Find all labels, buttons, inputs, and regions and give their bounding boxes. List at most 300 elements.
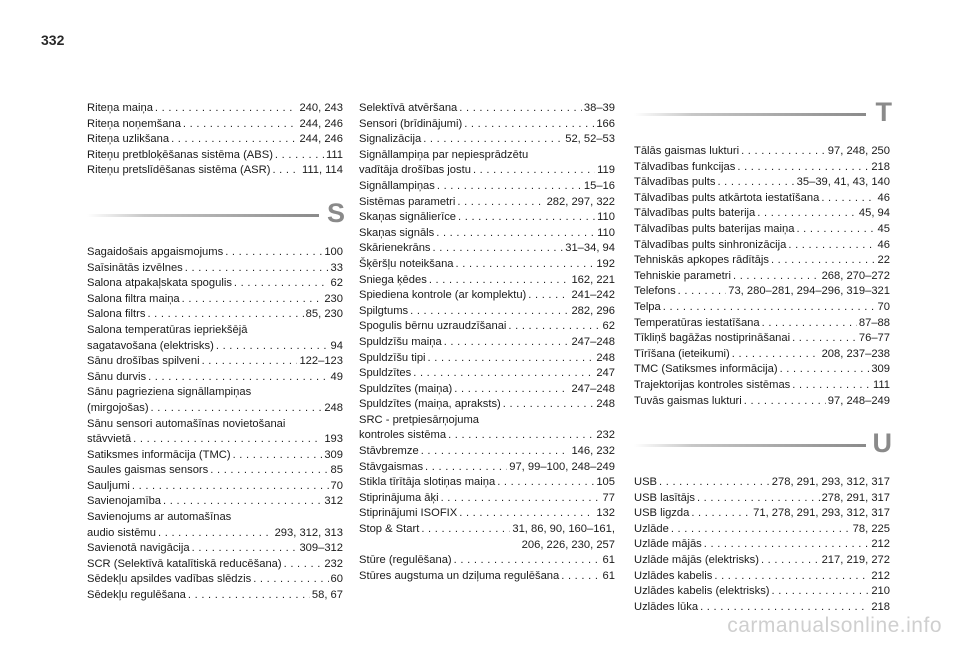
dot-leader — [458, 210, 595, 226]
dot-leader — [454, 553, 601, 569]
index-entry-row — [359, 491, 615, 507]
index-entry-pages: 22 — [877, 254, 890, 267]
index-entry-term: Selektīvā atvēršana — [359, 102, 458, 114]
index-entry-row — [634, 191, 890, 207]
index-entry-term: Riteņa noņemšana — [87, 117, 181, 130]
dot-leader — [421, 444, 570, 460]
index-entry-pages: 244, 246 — [299, 117, 343, 130]
dot-leader — [433, 241, 564, 257]
page-number: 332 — [41, 32, 65, 48]
index-entry — [87, 463, 343, 479]
index-entry-term: Sistēmas parametri — [359, 195, 456, 208]
dot-leader — [691, 506, 751, 522]
dot-leader — [444, 335, 570, 351]
section-letter: T — [875, 97, 892, 127]
index-entry-term: vadītāja drošības jostu — [359, 164, 471, 177]
index-entry-row — [87, 526, 343, 542]
index-entry — [87, 448, 343, 464]
index-entry-term: Stāvbremze — [359, 445, 419, 458]
index-entry-term: Signāllampiņas — [359, 179, 435, 192]
index-entry-pages: 212 — [871, 569, 890, 582]
index-entry-term: Sēdekļu regulēšana — [87, 589, 186, 602]
index-entry — [87, 245, 343, 261]
index-column-1 — [87, 101, 343, 604]
index-entry-term: Salona filtrs — [87, 308, 146, 321]
dot-leader — [133, 432, 322, 448]
index-entry — [87, 132, 343, 148]
index-entry — [634, 569, 890, 585]
index-entry-row — [87, 339, 343, 355]
index-entry-row — [634, 394, 890, 410]
index-entry-term: Uzlāde mājās (elektrisks) — [634, 554, 759, 567]
index-entry-pages: 33 — [330, 261, 343, 274]
dot-leader — [497, 475, 594, 491]
index-entry-term: USB ligzda — [634, 507, 690, 520]
index-entry — [359, 382, 615, 398]
index-entry-pages: 312 — [324, 495, 343, 508]
index-entry-term: Spiediena kontrole (ar komplektu) — [359, 289, 527, 302]
dot-leader — [659, 475, 770, 491]
index-entry-row — [359, 163, 615, 179]
index-entry-pages: 208, 237–238 — [821, 347, 890, 360]
index-entry-term: Spuldzītes (maiņa, apraksts) — [359, 398, 501, 411]
index-entry — [87, 510, 343, 541]
dot-leader — [185, 261, 329, 277]
index-entry-term: Trajektorijas kontroles sistēmas — [634, 378, 791, 391]
dot-leader — [503, 397, 595, 413]
dot-leader — [155, 101, 298, 117]
section-gap — [634, 409, 890, 423]
index-entry — [359, 132, 615, 148]
dot-leader — [459, 101, 582, 117]
index-entry — [634, 506, 890, 522]
index-entry-pages: 70 — [330, 479, 343, 492]
dot-leader — [757, 206, 857, 222]
index-entry — [87, 276, 343, 292]
index-entry-row — [359, 304, 615, 320]
dot-leader — [737, 160, 869, 176]
index-entry — [359, 522, 615, 553]
dot-leader — [188, 588, 310, 604]
dot-leader — [771, 253, 876, 269]
index-entry-pages: 97, 248–249 — [827, 394, 890, 407]
index-entry-row — [634, 537, 890, 553]
index-entry — [359, 444, 615, 460]
index-entry-term: USB lasītājs — [634, 491, 695, 504]
index-entry-pages: 52, 52–53 — [565, 133, 615, 146]
index-entry-pages: 218 — [871, 600, 890, 613]
index-entry-pages: 111 — [872, 378, 890, 391]
index-entry-row — [359, 382, 615, 398]
index-entry-row — [87, 370, 343, 386]
index-entry-pages: 132 — [596, 507, 615, 520]
index-entry-term: Tālās gaismas lukturi — [634, 145, 740, 157]
index-entry — [634, 347, 890, 363]
index-entry-term: Sēdekļu apsildes vadības slēdzis — [87, 573, 252, 586]
index-entry — [634, 160, 890, 176]
index-entry-pages: 192 — [596, 257, 615, 270]
index-entry-pages: 232 — [324, 557, 343, 570]
dot-leader — [821, 191, 875, 207]
dot-leader — [561, 569, 600, 585]
index-entry-term: Uzlādes lūka — [634, 600, 699, 613]
index-entry — [359, 304, 615, 320]
index-entry-term: TMC (Satiksmes informācija) — [634, 363, 778, 376]
index-entry — [634, 331, 890, 347]
dot-leader — [792, 378, 871, 394]
index-entry-row — [359, 366, 615, 382]
index-entry-term: Saīsinātās izvēlnes — [87, 261, 183, 274]
index-entry-pages: 78, 225 — [852, 522, 890, 535]
dot-leader — [425, 460, 507, 476]
dot-leader — [762, 316, 857, 332]
index-entry-row — [359, 335, 615, 351]
index-entry-pages: 122–123 — [299, 355, 343, 368]
dot-leader — [275, 148, 324, 164]
index-entry-term: Spuldzītes (maiņa) — [359, 382, 453, 395]
index-entry-pages: 309–312 — [299, 542, 343, 555]
index-entry — [87, 261, 343, 277]
dot-leader — [233, 448, 323, 464]
dot-leader — [671, 522, 851, 538]
index-entry-pages: 105 — [596, 476, 615, 489]
dot-leader — [147, 307, 303, 323]
index-entry-term: Sniega ķēdes — [359, 273, 427, 286]
dot-leader — [459, 506, 594, 522]
dot-leader — [428, 351, 595, 367]
index-entry — [634, 584, 890, 600]
index-entry — [359, 351, 615, 367]
index-entry-row — [634, 284, 890, 300]
index-entry-term: Saules gaismas sensors — [87, 464, 209, 477]
index-entry-row — [87, 101, 343, 117]
index-entry-term: Sānu durvis — [87, 370, 147, 383]
index-entry-row — [87, 479, 343, 495]
dot-leader — [183, 117, 298, 133]
index-entry-pages: 210 — [871, 585, 890, 598]
index-entry — [87, 572, 343, 588]
index-entry-pages: 218 — [871, 160, 890, 173]
index-entry-row — [87, 148, 343, 164]
index-entry-term: Tehniskie parametri — [634, 269, 731, 282]
index-entry-pages: 73, 280–281, 294–296, 319–321 — [728, 285, 890, 298]
dot-leader — [792, 331, 857, 347]
index-entry-term: Spuldzīšu tipi — [359, 351, 426, 364]
index-entry-row — [359, 475, 615, 491]
index-entry-row — [359, 460, 615, 476]
dot-leader — [508, 319, 600, 335]
index-entry-pages: 248 — [596, 398, 615, 411]
index-entry-term: Šķēršļu noteikšana — [359, 257, 454, 270]
index-column-2 — [359, 101, 615, 584]
index-entry-term: Stikla tīrītāja slotiņas maiņa — [359, 476, 496, 489]
index-entry-pages: 309 — [324, 448, 343, 461]
index-entry-term: Salona filtra maiņa — [87, 292, 180, 305]
index-entry-term-line: Salona temperatūras iepriekšējā — [87, 323, 248, 336]
dot-leader — [148, 370, 328, 386]
index-entry — [359, 288, 615, 304]
index-entry-term-line: Sānu pagrieziena signāllampiņas — [87, 386, 252, 399]
index-entry — [634, 394, 890, 410]
index-entry-row — [87, 132, 343, 148]
index-entry-term: Tehniskās apkopes rādītājs — [634, 254, 769, 267]
index-entry-term: Spilgtums — [359, 304, 409, 317]
index-entry-row — [359, 319, 615, 335]
index-section-header — [634, 92, 890, 144]
index-entry-term: Riteņu pretslīdēšanas sistēma (ASR) — [87, 164, 271, 177]
dot-leader — [678, 284, 727, 300]
dot-leader — [744, 394, 826, 410]
index-entry-pages: 58, 67 — [311, 589, 343, 602]
index-entry-row — [87, 557, 343, 573]
index-entry — [359, 460, 615, 476]
index-entry — [634, 191, 890, 207]
index-entry — [87, 292, 343, 308]
dot-leader — [441, 491, 601, 507]
index-entry-term-line: Signāllampiņa par nepiesprādzētu — [359, 148, 529, 161]
index-entry-pages: 97, 248, 250 — [827, 145, 890, 157]
index-entry-pages: 212 — [871, 538, 890, 551]
index-entry-pages: 35–39, 41, 43, 140 — [796, 176, 890, 189]
index-entry-term: Tīkliņš bagāžas nostiprināšanai — [634, 332, 791, 345]
index-entry — [87, 163, 343, 179]
index-entry-row — [634, 206, 890, 222]
index-entry-term: Salona atpakaļskata spogulis — [87, 277, 232, 290]
index-entry — [359, 195, 615, 211]
index-entry-row — [634, 553, 890, 569]
index-entry — [634, 206, 890, 222]
index-entry-pages: 46 — [877, 238, 890, 251]
index-entry — [87, 479, 343, 495]
section-letter: S — [326, 197, 345, 228]
index-entry — [359, 226, 615, 242]
index-entry-term: Stāvgaismas — [359, 460, 424, 473]
index-entry-row — [87, 245, 343, 261]
index-entry-pages: 247–248 — [571, 335, 615, 348]
index-entry-term: Tuvās gaismas lukturi — [634, 394, 742, 407]
index-entry-pages-continued: 206, 226, 230, 257 — [521, 538, 615, 551]
index-entry-row — [359, 226, 615, 242]
dot-leader — [788, 238, 875, 254]
index-entry-pages: 146, 232 — [571, 445, 615, 458]
index-entry-pages: 232 — [596, 429, 615, 442]
index-entry-term: Tālvadības pults atkārtota iestatīšana — [634, 191, 820, 204]
index-entry-row — [634, 506, 890, 522]
index-entry-row — [87, 354, 343, 370]
dot-leader — [456, 257, 595, 273]
dot-leader — [464, 117, 594, 133]
index-entry-pages: 62 — [602, 320, 615, 333]
index-entry-pages: 293, 312, 313 — [274, 526, 343, 539]
index-section-header — [634, 423, 890, 475]
index-entry — [87, 354, 343, 370]
index-entry-term: Riteņa maiņa — [87, 102, 153, 114]
index-entry-row — [634, 300, 890, 316]
index-entry — [359, 101, 615, 117]
dot-leader — [202, 354, 298, 370]
index-entry-pages: 46 — [877, 191, 890, 204]
dot-leader — [704, 537, 870, 553]
index-entry-pages: 77 — [602, 491, 615, 504]
dot-leader — [733, 269, 820, 285]
index-entry — [87, 385, 343, 416]
index-entry-row — [87, 117, 343, 133]
index-entry-term: Telefons — [634, 285, 676, 298]
index-entry-pages: 70 — [877, 300, 890, 313]
index-entry-row — [87, 541, 343, 557]
index-entry-term-line: Savienojums ar automašīnas — [87, 511, 232, 524]
index-entry-pages: 282, 296 — [571, 304, 615, 317]
index-entry-pages: 110 — [597, 211, 615, 224]
index-entry — [359, 179, 615, 195]
dot-leader — [663, 300, 876, 316]
index-entry — [359, 553, 615, 569]
index-entry — [634, 522, 890, 538]
index-entry — [634, 269, 890, 285]
index-entry — [87, 557, 343, 573]
index-entry-row — [634, 144, 890, 160]
index-entry-pages: 87–88 — [858, 316, 890, 329]
index-entry-row — [634, 475, 890, 491]
index-entry-term: Uzlādes kabelis — [634, 569, 713, 582]
index-entry-row — [359, 569, 615, 585]
dot-leader — [732, 347, 820, 363]
index-entry — [359, 506, 615, 522]
index-entry-term: Tālvadības pults baterijas maiņa — [634, 222, 795, 235]
index-entry-pages: 45 — [877, 222, 890, 235]
index-entry-term: Uzlādes kabelis (elektrisks) — [634, 585, 770, 598]
index-entry — [87, 117, 343, 133]
index-entry-term: Signalizācija — [359, 133, 422, 146]
index-entry — [87, 494, 343, 510]
index-entry-row — [634, 253, 890, 269]
index-entry-pages: 45, 94 — [858, 207, 890, 220]
dot-leader — [457, 195, 544, 211]
index-entry-row — [634, 175, 890, 191]
index-entry-row — [359, 179, 615, 195]
index-entry-row — [359, 117, 615, 133]
index-entry-term: Sauljumi — [87, 479, 130, 492]
index-entry — [634, 362, 890, 378]
index-entry-row — [634, 584, 890, 600]
index-entry-row — [87, 572, 343, 588]
index-entry-term: Spuldzītes — [359, 367, 412, 380]
index-entry-term: Tīrīšana (ieteikumi) — [634, 347, 730, 360]
index-entry-term: Spogulis bērnu uzraudzīšanai — [359, 320, 507, 333]
index-entry-term: Skaņas signāls — [359, 226, 435, 239]
dot-leader — [437, 179, 582, 195]
dot-leader — [163, 494, 322, 510]
index-entry-term: Tālvadības funkcijas — [634, 160, 736, 173]
index-entry-pages: 15–16 — [583, 179, 615, 192]
index-entry — [87, 417, 343, 448]
index-entry-term: (mirgojošas) — [87, 401, 149, 414]
index-entry-term: Spuldzīšu maiņa — [359, 335, 442, 348]
index-entry-term: Stiprinājuma āķi — [359, 491, 439, 504]
index-entry — [359, 491, 615, 507]
dot-leader — [714, 569, 869, 585]
index-entry — [634, 491, 890, 507]
index-entry-pages: 247–248 — [571, 382, 615, 395]
index-entry-row — [634, 316, 890, 332]
dot-leader — [473, 163, 595, 179]
index-entry-row — [634, 378, 890, 394]
index-entry-term: Sagaidošais apgaismojums — [87, 245, 224, 258]
index-entry — [359, 117, 615, 133]
index-entry — [87, 101, 343, 117]
dot-leader — [796, 222, 875, 238]
index-entry — [359, 319, 615, 335]
index-entry — [359, 397, 615, 413]
index-entry-pages: 241–242 — [571, 289, 615, 302]
index-entry — [87, 323, 343, 354]
dot-leader — [772, 584, 870, 600]
index-entry — [359, 413, 615, 444]
index-entry — [634, 175, 890, 191]
index-entry-term: Savienojamība — [87, 495, 162, 508]
index-entry-pages: 247 — [596, 367, 615, 380]
section-gap — [87, 179, 343, 193]
index-entry-row — [87, 276, 343, 292]
index-entry-row — [87, 261, 343, 277]
index-entry-pages: 217, 219, 272 — [821, 554, 890, 567]
index-entry-row — [359, 257, 615, 273]
index-entry — [359, 335, 615, 351]
dot-leader — [410, 304, 569, 320]
dot-leader — [780, 362, 870, 378]
index-entry — [634, 144, 890, 160]
index-entry-pages: 71, 278, 291, 293, 312, 317 — [753, 507, 890, 520]
index-entry-pages: 76–77 — [858, 332, 890, 345]
index-entry-term: audio sistēmu — [87, 526, 157, 539]
section-divider — [87, 214, 319, 217]
index-entry-pages: 119 — [597, 164, 615, 177]
dot-leader — [210, 463, 328, 479]
index-section-header — [87, 193, 343, 245]
index-entry-row — [634, 362, 890, 378]
index-entry-row — [87, 432, 343, 448]
index-entry — [87, 148, 343, 164]
index-entry-row — [359, 351, 615, 367]
index-entry-pages: 248 — [324, 401, 343, 414]
index-entry-row — [634, 491, 890, 507]
index-entry-term: Uzlāde mājās — [634, 538, 702, 551]
index-entry-row — [634, 569, 890, 585]
section-divider — [634, 444, 866, 447]
index-entry — [359, 366, 615, 382]
index-entry-pages: 100 — [324, 245, 343, 258]
index-entry — [87, 307, 343, 323]
index-entry-row — [634, 347, 890, 363]
index-entry-term: Uzlāde — [634, 522, 669, 535]
index-entry-pages: 278, 291, 317 — [821, 491, 890, 504]
index-entry — [634, 475, 890, 491]
index-entry — [634, 284, 890, 300]
index-entry-pages: 110 — [597, 226, 615, 239]
index-entry-term-line: Sānu sensori automašīnas novietošanai — [87, 417, 286, 430]
index-column-3 — [634, 92, 890, 615]
index-entry-term: Tālvadības pults baterija — [634, 207, 756, 220]
index-entry — [359, 148, 615, 179]
index-entry — [87, 541, 343, 557]
dot-leader — [132, 479, 329, 495]
index-entry — [87, 588, 343, 604]
index-entry-pages: 244, 246 — [299, 133, 343, 146]
dot-leader — [253, 572, 328, 588]
index-entry-pages: 85, 230 — [305, 308, 343, 321]
index-entry-term: Stop & Start — [359, 523, 420, 536]
index-entry-term: Telpa — [634, 300, 661, 313]
